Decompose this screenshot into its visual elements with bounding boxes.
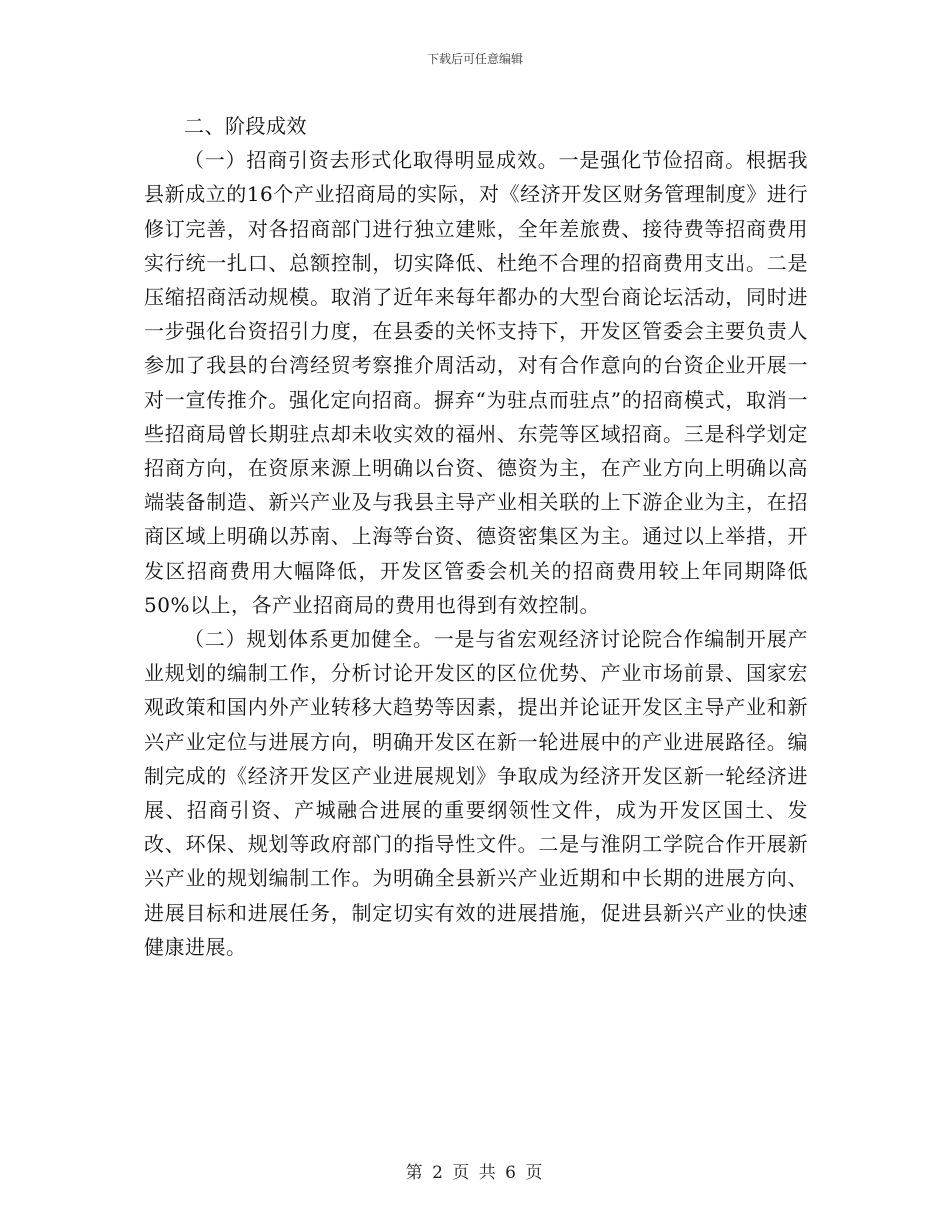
section-heading: 二、阶段成效	[184, 114, 307, 138]
document-body	[144, 109, 808, 964]
page-header: 下载后可任意编辑	[426, 52, 523, 66]
page-number: 第 2 页 共 6 页	[405, 1163, 545, 1183]
paragraph-planning: （二）规划体系更加健全。一是与省宏观经济讨论院合作编制开展产业规划的编制工作，分析讨论开发区的区位优势、产业市场前景、国家宏观政策和国内外产业转移大趋势等因素，提出并论证开发区主导产业和新兴产业定位与进展方向，明确开发区在新一轮进展中的产业进展路径。编制完成的《经济开发区产业进展规划》争取成为经济开发区新一轮经济进展、招商引资、产城融合进展的重要纲领性文件，成为开发区国土、发改、环保、规划等政府部门的指导性文件。二是与淮阴工学院合作开展新兴产业的规划编制工作。为明确全县新兴产业近期和中长期的进展方向、进展目标和进展任务，制定切实有效的进展措施，促进县新兴产业的快速健康进展。	[144, 627, 808, 959]
paragraph-investment: （一）招商引资去形式化取得明显成效。一是强化节俭招商。根据我县新成立的16个产业招商局的实际，对《经济开发区财务管理制度》进行修订完善，对各招商部门进行独立建账，全年差旅费、接待费等招商费用实行统一扎口、总额控制，切实降低、杜绝不合理的招商费用支出。二是压缩招商活动规模。取消了近年来每年都办的大型台商论坛活动，同时进一步强化台资招引力度，在县委的关怀支持下，开发区管委会主要负责人参加了我县的台湾经贸考察推介周活动，对有合作意向的台资企业开展一对一宣传推介。强化定向招商。摒弃“为驻点而驻点”的招商模式，取消一些招商局曾长期驻点却未收实效的福州、东莞等区域招商。三是科学划定招商方向，在资原来源上明确以台资、德资为主，在产业方向上明确以高端装备制造、新兴产业及与我县主导产业相关联的上下游企业为主，在招商区域上明确以苏南、上海等台资、德资密集区为主。通过以上举措，开发区招商费用大幅降低，开发区管委会机关的招商费用较上年同期降低50%以上，各产业招商局的费用也得到有效控制。	[144, 148, 808, 617]
